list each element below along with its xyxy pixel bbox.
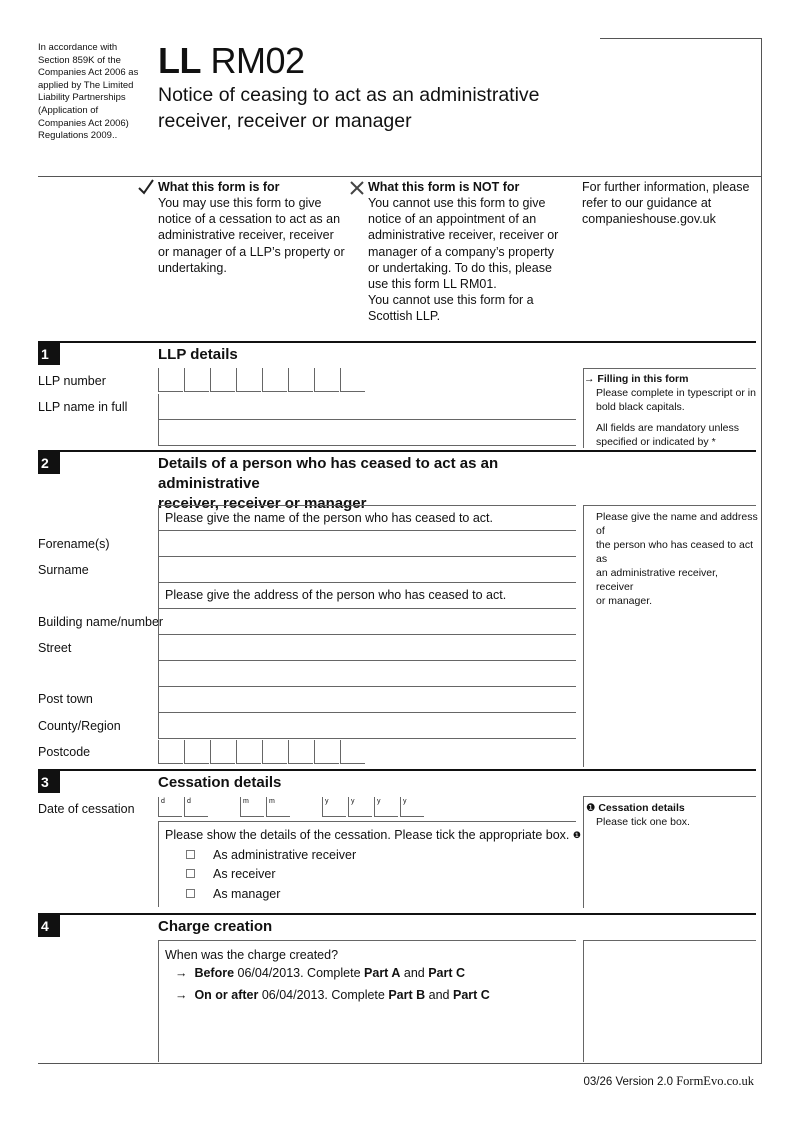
address-note-box <box>158 583 576 609</box>
section-3-bar <box>38 769 756 771</box>
info-line: administrative receiver, receiver or <box>368 228 559 243</box>
after-part-b: Part B <box>388 988 426 1002</box>
llp-name-field[interactable] <box>158 394 576 420</box>
building-field[interactable] <box>158 609 576 635</box>
county-label: County/Region <box>38 719 121 733</box>
postcode-cell[interactable] <box>210 740 235 764</box>
receiver-option: As receiver <box>213 867 276 881</box>
check-icon <box>137 178 155 196</box>
cessation-box <box>158 821 581 907</box>
info-line: undertaking. <box>158 260 227 275</box>
info-line: administrative receiver, receiver <box>158 228 334 243</box>
name-note-box <box>158 505 576 531</box>
form-title <box>158 82 558 134</box>
after-and: and <box>428 988 450 1002</box>
legal-line: Companies Act 2006) <box>38 117 129 129</box>
manager-option: As manager <box>213 887 281 901</box>
receiver-checkbox[interactable] <box>186 869 195 878</box>
section-1-title: LLP details <box>158 346 238 363</box>
before-part-c: Part C <box>428 966 466 980</box>
side-line: specified or indicated by * <box>596 436 716 448</box>
legal-line: Liability Partnerships <box>38 92 126 104</box>
info-line: or manager of a LLP’s property or <box>158 244 345 259</box>
llp-number-label: LLP number <box>38 374 106 388</box>
section-4-number: 4 <box>38 915 60 937</box>
tick-note-text: Please show the details of the cessation. Please tick the appropriate box. <box>165 828 570 842</box>
llp-number-cell[interactable] <box>288 368 313 392</box>
info-line: notice of an appointment of an <box>368 212 537 227</box>
date-year-cell[interactable]: y <box>374 797 398 817</box>
form-title-line: receiver, receiver or manager <box>158 110 412 132</box>
arrow-right-icon: → <box>175 988 188 1002</box>
date-day-cell[interactable]: d <box>184 797 208 817</box>
section-3-number: 3 <box>38 771 60 793</box>
legal-line: (Application of <box>38 104 99 116</box>
llp-number-cell[interactable] <box>158 368 183 392</box>
form-number: RM02 <box>210 40 305 81</box>
before-bold: Before <box>194 966 235 980</box>
legal-line: Section 859K of the <box>38 54 121 66</box>
footer-brand: FormEvo.co.uk <box>676 1074 754 1088</box>
postcode-cell[interactable] <box>236 740 261 764</box>
what-form-is-not-for <box>368 179 568 325</box>
postcode-label: Postcode <box>38 745 91 759</box>
postcode-cell[interactable] <box>158 740 183 764</box>
section-1-number: 1 <box>38 343 60 365</box>
side-heading <box>584 372 688 386</box>
llp-name-field-line-2[interactable] <box>158 420 576 446</box>
legal-line: Regulations 2009.. <box>38 130 118 142</box>
section-3-side-panel <box>583 796 756 908</box>
info-line: notice of a cessation to act as an <box>158 212 341 227</box>
post-town-label: Post town <box>38 692 93 706</box>
postcode-cell[interactable] <box>262 740 287 764</box>
date-month-cell[interactable]: m <box>266 797 290 817</box>
info-line: You cannot use this form to give <box>368 196 546 210</box>
date-of-cessation-label: Date of cessation <box>38 802 135 816</box>
street-label: Street <box>38 641 72 655</box>
info-line: manager of a company’s property <box>368 244 554 259</box>
arrow-right-icon: → <box>175 966 188 980</box>
info-line: use this form LL RM01. <box>368 277 497 292</box>
side-line: bold black capitals. <box>596 401 685 413</box>
info-bullet-icon: ❶ <box>586 802 596 814</box>
side-heading <box>586 801 685 815</box>
info-bullet-icon: ❶ <box>572 830 581 840</box>
bottom-rule <box>38 1063 762 1064</box>
building-label: Building name/number <box>38 615 164 629</box>
surname-label: Surname <box>38 563 89 577</box>
forename-field[interactable] <box>158 531 576 557</box>
address-note: Please give the address of the person who has ceased to act. <box>165 588 507 602</box>
llp-number-cell[interactable] <box>314 368 339 392</box>
postcode-cell[interactable] <box>314 740 339 764</box>
administrative-receiver-checkbox[interactable] <box>186 850 195 859</box>
frame-right-line <box>761 38 762 1064</box>
date-month-cell[interactable]: m <box>240 797 264 817</box>
charge-creation-box <box>158 940 576 1062</box>
after-date: 06/04/2013. Complete <box>261 988 385 1002</box>
side-line: Please tick one box. <box>596 816 690 828</box>
after-option <box>175 987 490 1003</box>
side-text <box>596 510 758 608</box>
name-note: Please give the name of the person who has ceased to act. <box>165 511 493 525</box>
side-line: the person who has ceased to act as <box>596 539 754 565</box>
side-line: or manager. <box>596 595 653 607</box>
before-part-a: Part A <box>364 966 401 980</box>
before-and: and <box>403 966 425 980</box>
info-line: Scottish LLP. <box>368 309 441 324</box>
postcode-cell[interactable] <box>340 740 365 764</box>
footer-code: 03/26 Version 2.0 <box>583 1076 674 1088</box>
section-2-bar <box>38 450 756 452</box>
section-1-side-panel <box>583 368 756 448</box>
date-year-cell[interactable]: y <box>322 797 346 817</box>
administrative-receiver-option: As administrative receiver <box>213 848 357 862</box>
legal-line: applied by The Limited <box>38 79 134 91</box>
section-3-title: Cessation details <box>158 774 282 791</box>
section-4-bar <box>38 913 756 915</box>
before-date: 06/04/2013. Complete <box>237 966 361 980</box>
llp-number-cell[interactable] <box>210 368 235 392</box>
side-line: All fields are mandatory unless <box>596 422 739 434</box>
further-information <box>582 179 757 228</box>
info-line: You may use this form to give <box>158 196 322 210</box>
side-line: Please complete in typescript or in <box>596 387 756 399</box>
section-4-title: Charge creation <box>158 918 273 935</box>
section-1-bar <box>38 341 756 343</box>
side-line: an administrative receiver, receiver <box>596 567 718 593</box>
info-heading: What this form is for <box>158 180 280 194</box>
section-2-title-line: receiver, receiver or manager <box>158 495 367 512</box>
form-code <box>158 40 305 82</box>
manager-checkbox[interactable] <box>186 889 195 898</box>
section-2-number: 2 <box>38 452 60 474</box>
side-text <box>596 421 756 449</box>
info-line: refer to our guidance at <box>582 196 712 211</box>
side-text <box>596 386 756 414</box>
info-line: You cannot use this form for a <box>368 293 534 308</box>
surname-field[interactable] <box>158 557 576 583</box>
date-year-cell[interactable]: y <box>400 797 424 817</box>
info-line: For further information, please <box>582 180 750 194</box>
llp-number-cell[interactable] <box>262 368 287 392</box>
charge-question: When was the charge created? <box>165 948 339 962</box>
side-heading-text: Filling in this form <box>597 373 689 385</box>
date-day-cell[interactable]: d <box>158 797 182 817</box>
section-2-title-line: Details of a person who has ceased to act as an administrative <box>158 455 499 492</box>
arrow-right-icon: → <box>584 373 595 385</box>
what-form-is-for <box>158 179 348 276</box>
llp-number-cell[interactable] <box>236 368 261 392</box>
info-line: or undertaking. To do this, please <box>368 260 552 275</box>
after-part-c: Part C <box>453 988 490 1002</box>
form-prefix: LL <box>158 40 201 81</box>
street-field-line-2[interactable] <box>158 661 576 687</box>
tick-note <box>165 827 581 843</box>
llp-number-cell[interactable] <box>184 368 209 392</box>
section-4-side-panel <box>583 940 756 1062</box>
info-line: companieshouse.gov.uk <box>582 212 716 227</box>
side-line: Please give the name and address of <box>596 511 758 537</box>
postcode-cell[interactable] <box>184 740 209 764</box>
forename-label: Forename(s) <box>38 537 110 551</box>
frame-top-line <box>600 38 762 39</box>
legal-line: Companies Act 2006 as <box>38 67 139 79</box>
llp-number-cell[interactable] <box>340 368 365 392</box>
section-2-side-panel <box>583 505 756 767</box>
info-divider <box>38 176 762 177</box>
postcode-cell[interactable] <box>288 740 313 764</box>
legal-notice <box>38 42 148 143</box>
info-heading: What this form is NOT for <box>368 180 520 194</box>
post-town-field[interactable] <box>158 687 576 713</box>
date-year-cell[interactable]: y <box>348 797 372 817</box>
side-heading-text: Cessation details <box>598 802 685 814</box>
before-option <box>175 965 465 981</box>
form-title-line: Notice of ceasing to act as an administrative <box>158 84 540 106</box>
llp-name-label: LLP name in full <box>38 400 128 414</box>
after-bold: On or after <box>194 988 259 1002</box>
footer <box>584 1074 755 1089</box>
county-field[interactable] <box>158 713 576 739</box>
legal-line: In accordance with <box>38 42 118 53</box>
street-field[interactable] <box>158 635 576 661</box>
cross-icon <box>349 180 365 196</box>
